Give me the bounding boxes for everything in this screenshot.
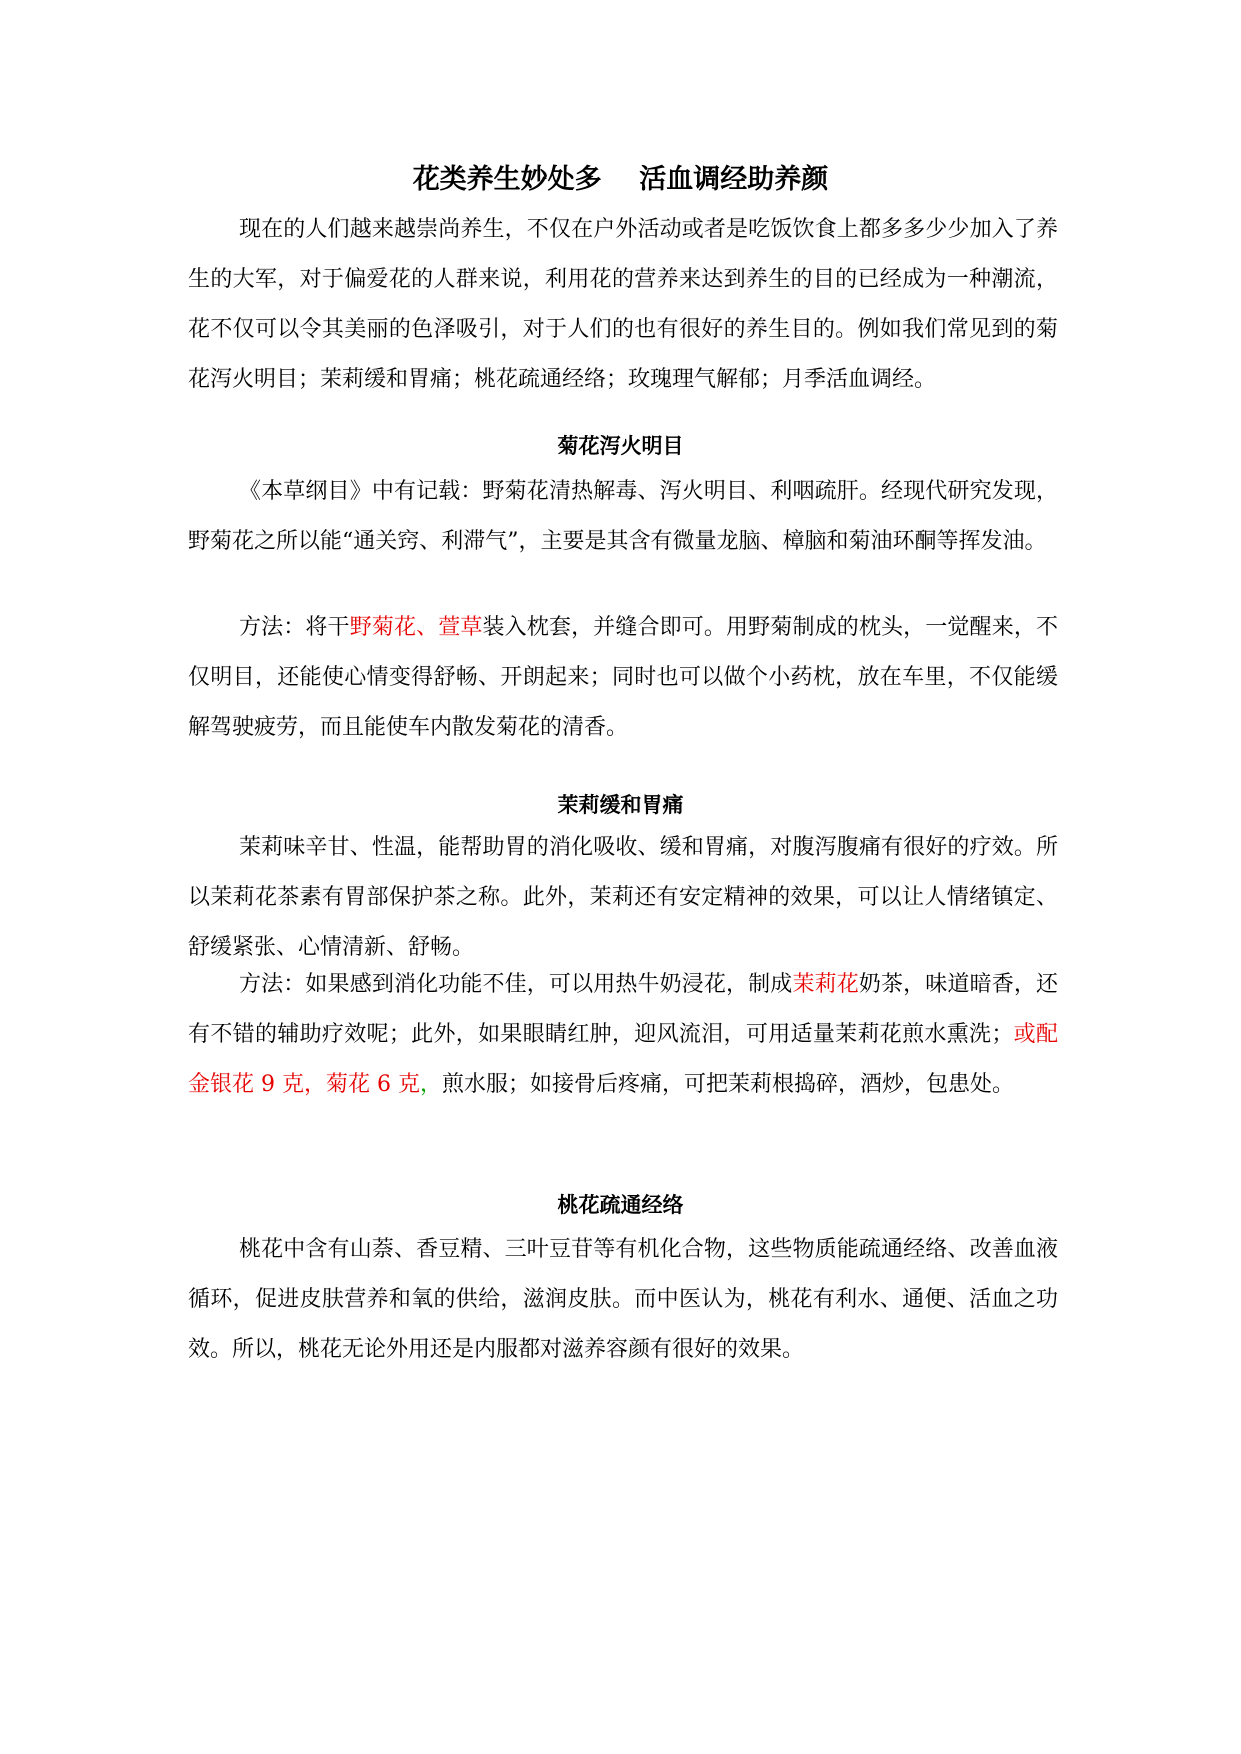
page-title: 花类养生妙处多 活血调经助养颜 (412, 164, 829, 195)
highlighted-dosage: 或配金银花 9 克，菊花 6 克 (188, 1022, 1058, 1097)
section-heading-jasmine: 茉莉缓和胃痛 (557, 793, 684, 817)
section1-paragraph-1: 《本草纲目》中有记载：野菊花清热解毒、泻火明目、利咽疏肝。经现代研究发现，野菊花之所以能“通关窍、利滞气”，主要是其含有微量龙脑、樟脑和菊油环酮等挥发油。 (188, 479, 1058, 554)
text-segment: 方法：如果感到消化功能不佳，可以用热牛奶浸花，制成 (239, 972, 793, 997)
highlighted-ingredient: 茉莉花 (792, 972, 859, 997)
text-segment: 煎水服；如接骨后疼痛，可把茉莉根捣碎，酒炒，包患处。 (441, 1072, 1014, 1097)
text-segment: 方法：将干 (239, 615, 350, 640)
section2-paragraph-1: 茉莉味辛甘、性温，能帮助胃的消化吸收、缓和胃痛，对腹泻腹痛有很好的疗效。所以茉莉花茶素有胃部保护茶之称。此外，茉莉还有安定精神的效果，可以让人情绪镇定、舒缓紧张、心情清新、舒畅。 (188, 835, 1058, 960)
section1-method-paragraph (188, 603, 1058, 753)
section-heading-peach-blossom: 桃花疏通经络 (557, 1193, 684, 1217)
section-heading-chrysanthemum: 菊花泻火明目 (557, 434, 684, 458)
intro-paragraph: 现在的人们越来越崇尚养生，不仅在户外活动或者是吃饭饮食上都多多少少加入了养生的大军，对于偏爱花的人群来说，利用花的营养来达到养生的目的已经成为一种潮流，花不仅可以令其美丽的色泽吸引，对于人们的也有很好的养生目的。例如我们常见到的菊花泻火明目；茉莉缓和胃痛；桃花疏通经络；玫瑰理气解郁；月季活血调经。 (188, 217, 1058, 392)
green-comma: ， (419, 1072, 442, 1097)
section2-method-paragraph (188, 960, 1058, 1110)
section3-paragraph-1: 桃花中含有山萘、香豆精、三叶豆苷等有机化合物，这些物质能疏通经络、改善血液循环，促进皮肤营养和氧的供给，滋润皮肤。而中医认为，桃花有利水、通便、活血之功效。所以，桃花无论外用还是内服都对滋养容颜有很好的效果。 (188, 1237, 1058, 1362)
highlighted-ingredients: 野菊花、萱草 (349, 615, 483, 640)
text-segment: 装入枕套，并缝合即可。用野菊制成的枕头，一觉醒来，不仅明目，还能使心情变得舒畅、开朗起来；同时也可以做个小药枕，放在车里，不仅能缓解驾驶疲劳，而且能使车内散发菊花的清香。 (188, 615, 1058, 740)
text-segment: 奶茶，味道暗香，还有不错的辅助疗效呢；此外，如果眼睛红肿，迎风流泪，可用适量茉莉花煎水熏洗； (188, 972, 1058, 1047)
